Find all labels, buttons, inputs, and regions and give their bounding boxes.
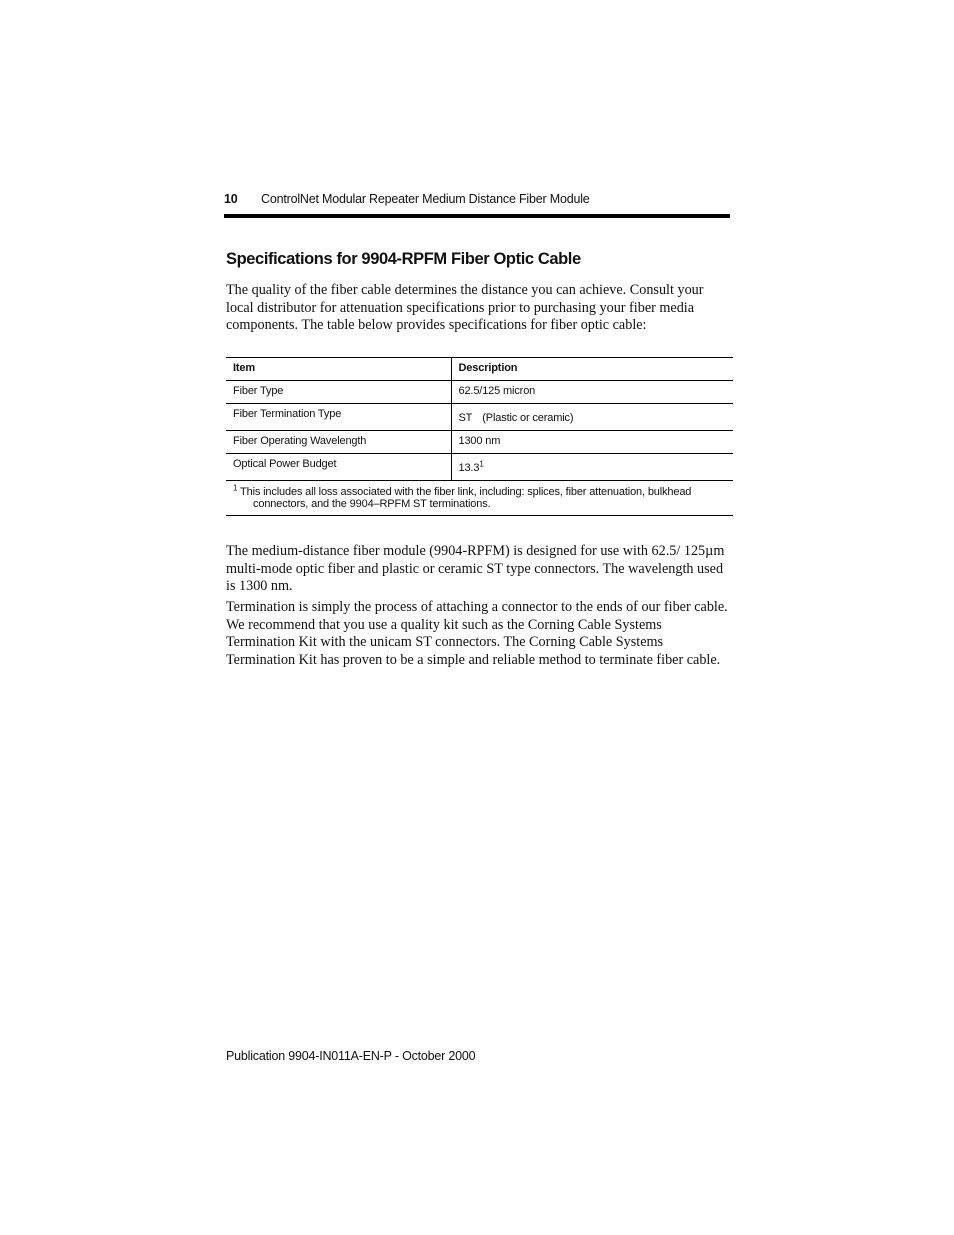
- table-footnote-row: [226, 481, 733, 516]
- row-item: Fiber Termination Type: [226, 404, 451, 431]
- row-item: Fiber Type: [226, 381, 451, 404]
- section-title: Specifications for 9904-RPFM Fiber Optic Cable: [226, 250, 581, 268]
- row-item: Fiber Operating Wavelength: [226, 431, 451, 454]
- column-header-description: Description: [451, 358, 733, 381]
- row-description-value: 13.3: [458, 462, 480, 474]
- body-paragraph: The medium-distance fiber module (9904-RPFM) is designed for use with 62.5/ 125µm multi-mode optic fiber and plastic or ceramic ST type connectors. The wavelength used is 1300 nm.: [226, 543, 725, 595]
- table-row: [226, 404, 733, 431]
- column-header-item: Item: [226, 358, 451, 381]
- table-row: [226, 431, 733, 454]
- row-item: Optical Power Budget: [226, 454, 451, 481]
- table-row: [226, 454, 733, 481]
- row-description-extra: (Plastic or ceramic): [482, 412, 574, 424]
- row-description: 62.5/125 micron: [451, 381, 733, 404]
- footnote-line-1: This includes all loss associated with the fiber link, including: splices, fiber attenuation, bulkhead: [240, 486, 692, 498]
- publication-footer: Publication 9904-IN011A-EN-P - October 2000: [226, 1049, 476, 1063]
- table-footnote: [226, 481, 733, 516]
- footnote-line-2: connectors, and the 9904–RPFM ST terminations.: [253, 498, 491, 510]
- page-number: 10: [224, 192, 238, 206]
- running-header: [224, 192, 730, 206]
- body-paragraph: Termination is simply the process of attaching a connector to the ends of our fiber cable. We recommend that you use a quality kit such as the Corning Cable Systems Termination Kit with the unicam ST connectors. The Corning Cable Systems Termination Kit has proven to be a simple and reliable method to terminate fiber cable.: [226, 599, 728, 668]
- row-description: [451, 454, 733, 481]
- row-description: [451, 404, 733, 431]
- header-rule: [224, 214, 730, 218]
- footnote-marker: 1: [233, 483, 238, 493]
- row-description: 1300 nm: [451, 431, 733, 454]
- spec-table: [226, 357, 733, 516]
- row-description-value: ST: [458, 412, 473, 424]
- footnote-reference: 1: [479, 459, 484, 469]
- intro-paragraph: The quality of the fiber cable determines the distance you can achieve. Consult your local distributor for attenuation specifications prior to purchasing your fiber media components. The table below provides specifications for fiber optic cable:: [226, 282, 704, 334]
- table-row: [226, 381, 733, 404]
- table-header-row: [226, 358, 733, 381]
- running-title: ControlNet Modular Repeater Medium Distance Fiber Module: [261, 192, 590, 206]
